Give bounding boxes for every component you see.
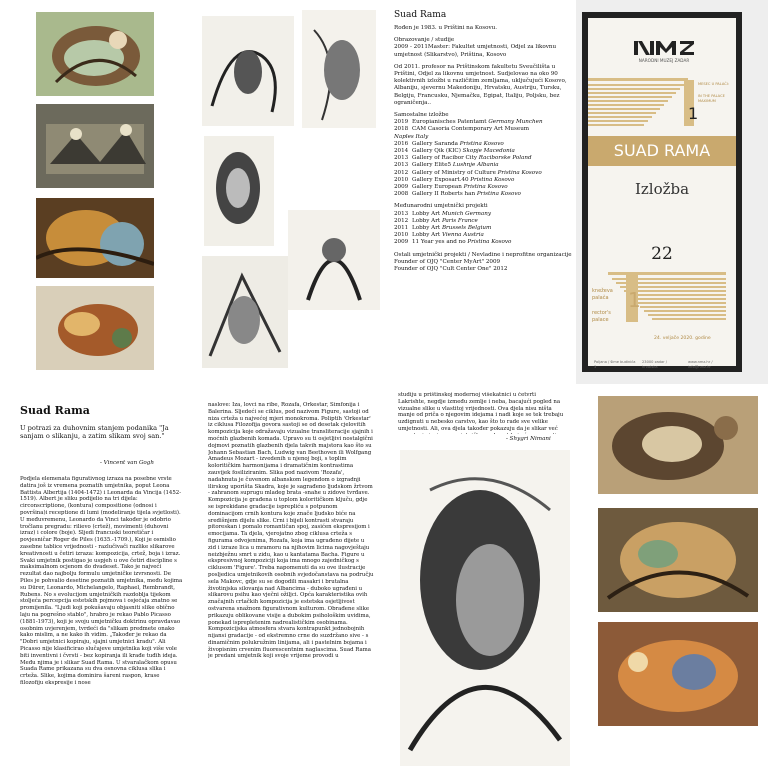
venue-en-2: palace <box>592 317 609 323</box>
quote-author: - Vincent van Gogh <box>100 460 154 466</box>
intl-row: 2011 Lobby Art Brussels Belgium <box>394 225 492 232</box>
bio-solo-title: Samostalne izložbe <box>394 112 449 119</box>
other-row: Founder of OJQ "Center MyArt" 2009 <box>394 258 501 265</box>
bio-other-title: Ostali umjetnički projekti / Nevladine i neprofitne organizacije <box>394 251 572 258</box>
side-label-1: MESEC U PALAČI: <box>698 82 730 86</box>
bio-born: Rođen je 1983. u Prištini na Kosovu. <box>394 25 498 31</box>
panel-essay-2 <box>192 384 384 768</box>
solo-row: 2012 Gallery of Ministry of Culture Pristina Kosovo <box>394 169 542 176</box>
solo-row: 2010 Gallery Exposart.40 Pristina Kosovo <box>394 176 515 183</box>
essay-column-3: studiju u prištinskoj modernoj višekatnici u četvrti Lakrishte, negdje između zemlje i neba, bacajući pogled na vizualne slike u vlastitoj vrijednosti. Ova djela nisu ništa manje od priča o njegovim idejama i nadi koje se tek trebaju uzdignuti u nebesko carstvo, kao što to rade sve velike umjetnosti. Ali, ova djela također pokazuju da je slikar već <box>398 392 564 432</box>
essay-author: - Shygri Nimani <box>506 436 551 442</box>
venue-en-1: rector's <box>592 310 611 316</box>
essay-title: Suad Rama <box>20 404 90 417</box>
panel-biography <box>384 0 576 384</box>
essay-subtitle: U potrazi za duhovnim stanjem podanika "Ja sanjam o slikanju, a zatim slikam svoj san." <box>20 424 169 441</box>
bio-edu-line: 2009 - 2011Master: Fakultet umjetnosti, Odjel za likovnu umjetnost (Slikarstvo), Priština, Kosovo <box>394 44 557 58</box>
venue-hr-2: palača <box>592 295 609 301</box>
drawing-5 <box>202 256 288 368</box>
exhibition-poster <box>582 12 742 372</box>
painting-5 <box>598 396 758 494</box>
solo-row: 2014 Gallery Qik (KIC) Skopje Macedonia <box>394 148 515 155</box>
painting-4 <box>36 286 154 370</box>
solo-row-place: Naples Italy <box>394 133 429 140</box>
solo-row: 2018 CAM Casoria Contemporary Art Museum <box>394 126 530 133</box>
panel-essay-3 <box>384 384 576 768</box>
solo-row: 2019 Europianisches Patentamt Germany Munchen <box>394 119 543 126</box>
painting-2 <box>36 104 154 188</box>
panel-poster <box>576 0 768 384</box>
poster-number-2: 1 <box>628 288 641 312</box>
footer-web: www.nmz.hr / info@nmz.hr <box>688 360 713 369</box>
biography <box>394 10 574 273</box>
bio-solo-list <box>394 119 574 198</box>
exhibition-date: 24. veljače 2020. godine <box>654 336 711 341</box>
intl-row: 2013 Lobby Art Munich Germany <box>394 210 492 217</box>
painting-6 <box>598 508 758 612</box>
intl-row: 2010 Lobby Art Vienna Austria <box>394 232 484 239</box>
solo-row: 2008 Gallery II Roberts han Pristina Kosovo <box>394 191 521 198</box>
panel-paintings-right <box>576 384 768 768</box>
drawing-1 <box>202 16 294 126</box>
artist-title: SUAD RAMA <box>588 136 736 166</box>
painting-3 <box>36 198 154 278</box>
footer-city: 23000 zadar / hrvatska <box>642 360 667 369</box>
drawing-2 <box>302 10 376 128</box>
side-label-2: IN THE PALACE MAXIMUM <box>698 94 725 103</box>
venue-hr-1: kneževa <box>592 288 613 294</box>
essay-column-2: naslove: Iza, lovci na ribe, Rozafa, Orkestar, Simfonija i Balerina. Sljedeći se ciklus, pod nazivom Figure, sastoji od niza crteža u najvećoj mjeri monokroma. Poliptih 'Orkestar' iz ciklusa Filozofija govora sastoji se od desetak cjelovitih kompozicija koje odražavaju vizualne transliteracije sjajnih i moćnih glazbenih komada. Upravo su ti osjetljivi nostalgični dojmovi poznatih glazbenih djela takvih majstora kao što su Johann Sebastian Bach, Ludwig van Beethoven ili Wolfgang Amadeus Mozart - izvedenih u njenoj boji, s toplim koloritičkim harmonijama i dramatičnim kontrastima zauvijek fosiliziranim. Slika pod nazivom 'Rozafa', nadahnuta je čuvenom albanskom legendom o izgradnji ilirskog uporišta Skadra, koje je sagrađeno ljudskom žrtvom - zahranom suprugu mladeg brata -snahe u zidove tvrđave. Kompozicija je građena u toplom koloritičkom ključu, gdje se isprekidane gradacije isprepliću s potpunom dominacijom crnih kontura koje znače ljudsko biće na središnjem dijelu slike. Crni i bijeli kontrasti stvaraju pitoreskan i pomalo romantičan spoj, zasićen ekspresijom i emocijama. Ta djela, vjerojatno zbog ciklusa crteža s figurama odvojenima, Rozafa, koja ima ugrađeno dijete u zid i izraze lica u mramoru na njihovim licima nagovještaju neizbježnu smrt u zidu, kao u kantatama Bacha. Figure u ekspresivnoj kompoziciji koja ima mnogo zajedničkog s ciklusom 'Figure'. Treba napomenuti da su ove ilustracije posljedica umjetnikovih osobnih svjedočanstava na području sela Makovc, gdje su se dogodili masakri i brutalna životinjska silovanja nad Albancima - duboko ugrađeni u slikarovu psihu kao vječni ožiljci. Opća karakteristika ovih značajnih crtačkih kompozicija je estetska osjetljivost ostvarena snažnom figurativnom kulturom. Obrađene slike prikazuju oblikovane visije a dubokim psihološkim uvidima, ponekad isprepletenim nadrealističkim osobinama. Kompozicijska atmosfera stvara kontrapunkt jednobojnih nijansi gradacije - od ekstremno crne do suzdržano sive - s dinamičnim polukružnim linijama, ali i pastelnim bojama i živopisnim crvenim fluorescentnim naglascima. Suad Rama je predani umjetnik koji svoje vrijeme provodi u <box>208 402 374 660</box>
solo-row: 2016 Gallery Saranda Pristina Kosovo <box>394 140 504 147</box>
other-row: Founder of OJQ "Cult Center One" 2012 <box>394 266 508 273</box>
drawing-4 <box>288 210 380 310</box>
museum-name: NARODNI MUZEJ ZADAR <box>638 58 690 63</box>
painting-7 <box>598 622 758 726</box>
bio-career: Od 2011. profesor na Prištinskom fakultetu Sveučilišta u Prištini, Odjel za likovnu umjetnost. Sudjelovao na oko 90 kolektivnih izložbi u različitim zemljama, uključujući Kosovo, Albaniju, sjevernu Makedoniju, Hrvatsku, Austriju, Tursku, Belgiju, Francusku, Njemačku, Egipat, Italiju, Poljsku, bez ograničenja.. <box>394 63 567 106</box>
essay-column-1: Podjela elemenata figurativnog izraza na posebne vrste datira još iz vremena poznatih umjetnika, poput Leona Battista Albertija (1404-1472) i Leonarda da Vincija (1452-1519). Albert je sliku podijelio na tri dijela: circonscriptione, (kontura) compositione (odnosi i površina)i receptione di lumi (modeliranje tijela svjetlosti). U međuvremenu, Leonardo da Vinci također je odobrio tročlanu pregradu: rilievo (crtež), movimenti (duhovni izraz) i colore (boje). Sljedi francuski teoretičar i povjesničar Roger de Piles (1635.-1709.), Koji je osmislio zasebne tablice vrijednosti - razlučivači razlike slikarove kreativnosti u četiri izraza: kompozicija, crtež, boja i izraz. Svaki umjetnik postigao je uspjeh u ove četiri discipline s maksimalnom ocjenom do dvadeset. Tako je najveći rezultat dao najbolju formulu umjetničke izvrsnosti. De Piles je pohvalio desetine poznatih umjetnika, među kojima su Dürer, Leonardo, Michelangelo, Raphael, Rembrandt, Rubens. No s evolucijom umjetničkih razdoblja tijekom stoljeća percepcija estetskih pojmova i osjećaja znatno se promijenila. "Ljudi koji pokušavaju objasniti slike obično laju na pogrešno stablo", hrabro je rekao Pablo Picasso (1881-1973), koji je svoju umjetničku doktrinu opravdavao osobnim uvjerenjem, tvrdeći da "slikam predmete onako kako mislim, a ne kako ih vidim. „Također je rekao da "Dobri umjetnici kopiraju, sjajni umjetnici kradu". Ali Picasso nije klasificirao slučajeve umjetnika koji više vole biti inventivni i čvrsti - bez kopiranja ili krađe tuđih ideja. Među njima je i slikar Suad Rama. U stvaralačkom opusu Suada Rame prikazana su dva osnovna ciklusa slika i crteža. Slike, kojima dominira šareni raspon, krase filozofiju ekspresije i nose <box>20 476 183 686</box>
footer-address: Poljana / šime budinića 3 <box>594 360 636 369</box>
panel-drawings <box>192 0 384 384</box>
solo-row: 2013 Gallery Elite5 Lushnje Albania <box>394 162 499 169</box>
day-number: 22 <box>651 244 673 264</box>
large-drawing <box>400 450 570 766</box>
intl-row: 2012 Lobby Art Paris France <box>394 217 478 224</box>
bio-intl-title: Međunarodni umjetnički projekti <box>394 203 488 210</box>
bio-intl-list <box>394 211 574 247</box>
drawing-3 <box>204 136 274 246</box>
intl-row: 2009 11 Year yes and no Pristina Kosovo <box>394 239 512 246</box>
solo-row: 2009 Gallery European Pristina Kosovo <box>394 184 508 191</box>
solo-row: 2013 Gallery of Racibor City Raciborske Poland <box>394 155 532 162</box>
painting-1 <box>36 12 154 96</box>
poster-number: 1 <box>688 104 699 123</box>
bio-edu-title: Obrazovanje / studije <box>394 37 455 44</box>
bio-name: Suad Rama <box>394 10 447 20</box>
exhibition-label: Izložba <box>634 180 690 198</box>
panel-paintings-left <box>0 0 192 384</box>
panel-essay-1 <box>0 384 192 768</box>
